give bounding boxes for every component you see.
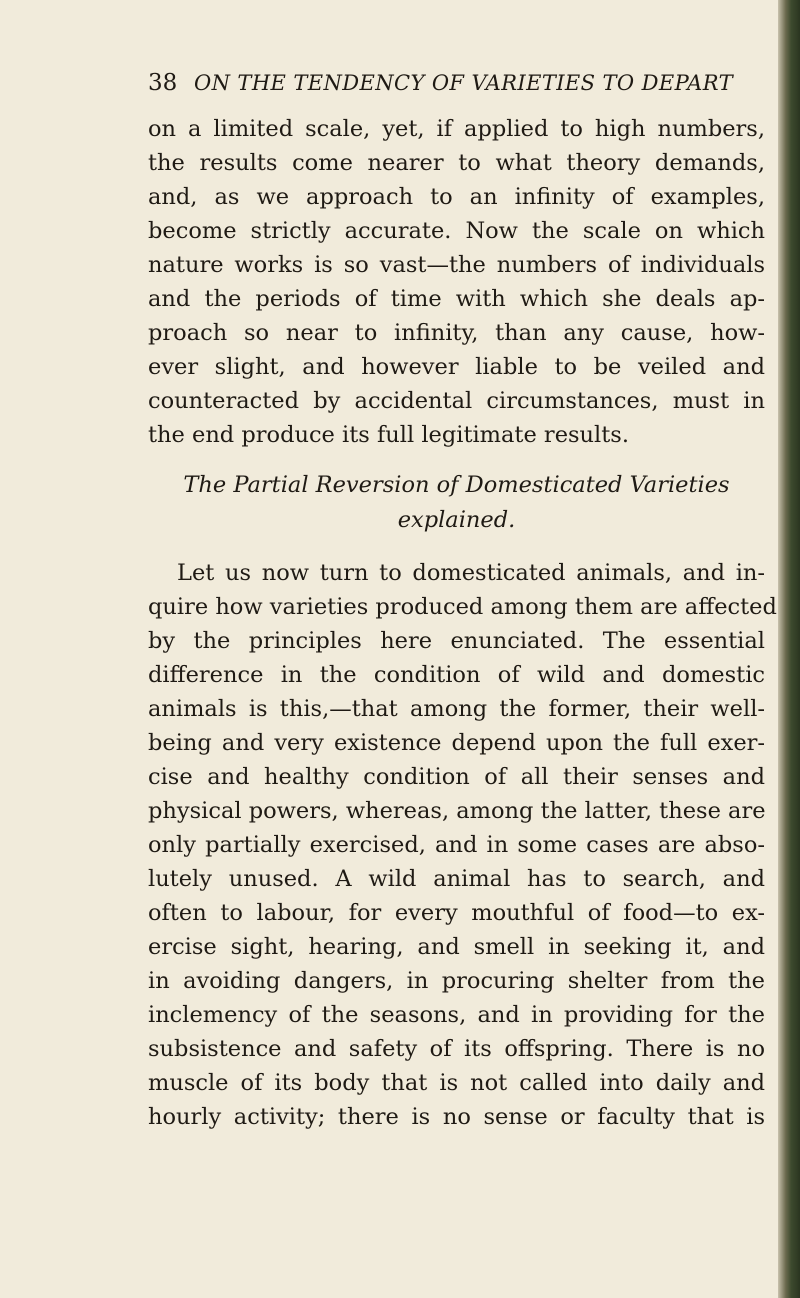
text-line: Let us now turn to domesticated animals, and in- <box>177 560 765 586</box>
text-line: the results come nearer to what theory demands, <box>148 150 765 176</box>
text-line: only partially exercised, and in some cases are abso- <box>148 832 765 858</box>
running-head-title: ON THE TENDENCY OF VARIETIES TO DEPART <box>193 71 733 95</box>
text-line: physical powers, whereas, among the latter, these are <box>148 798 766 824</box>
text-line: on a limited scale, yet, if applied to high numbers, <box>148 116 765 142</box>
text-line: difference in the condition of wild and domestic <box>148 662 765 688</box>
text-line: ever slight, and however liable to be veiled and <box>148 354 765 380</box>
text-line: in avoiding dangers, in procuring shelter from the <box>148 968 765 994</box>
running-head <box>148 68 748 98</box>
text-line: animals is this,—that among the former, their well- <box>148 696 765 722</box>
text-line: lutely unused. A wild animal has to search, and <box>148 866 765 892</box>
text-line: by the principles here enunciated. The essential <box>148 628 765 654</box>
page-binding-edge <box>778 0 800 1298</box>
text-line: nature works is so vast—the numbers of individuals <box>148 252 765 278</box>
text-line: quire how varieties produced among them are affected <box>148 594 777 620</box>
text-line: cise and healthy condition of all their senses and <box>148 764 765 790</box>
text-line: being and very existence depend upon the full exer- <box>148 730 765 756</box>
text-line: often to labour, for every mouthful of food—to ex- <box>148 900 765 926</box>
text-line: inclemency of the seasons, and in providing for the <box>148 1002 765 1028</box>
text-line: the end produce its full legitimate results. <box>148 422 629 448</box>
text-line: muscle of its body that is not called into daily and <box>148 1070 765 1096</box>
text-line: become strictly accurate. Now the scale on which <box>148 218 765 244</box>
text-line: subsistence and safety of its offspring. There is no <box>148 1036 765 1062</box>
text-line: hourly activity; there is no sense or faculty that is <box>148 1104 765 1130</box>
page-number: 38 <box>148 70 178 96</box>
section-heading-line: explained. <box>397 507 516 533</box>
text-line: proach so near to infinity, than any cause, how- <box>148 320 765 346</box>
section-heading-line: The Partial Reversion of Domesticated Varieties <box>183 472 730 498</box>
text-line: counteracted by accidental circumstances, must in <box>148 388 765 414</box>
text-line: and the periods of time with which she deals ap- <box>148 286 765 312</box>
text-line: and, as we approach to an infinity of examples, <box>148 184 765 210</box>
text-line: ercise sight, hearing, and smell in seeking it, and <box>148 934 765 960</box>
